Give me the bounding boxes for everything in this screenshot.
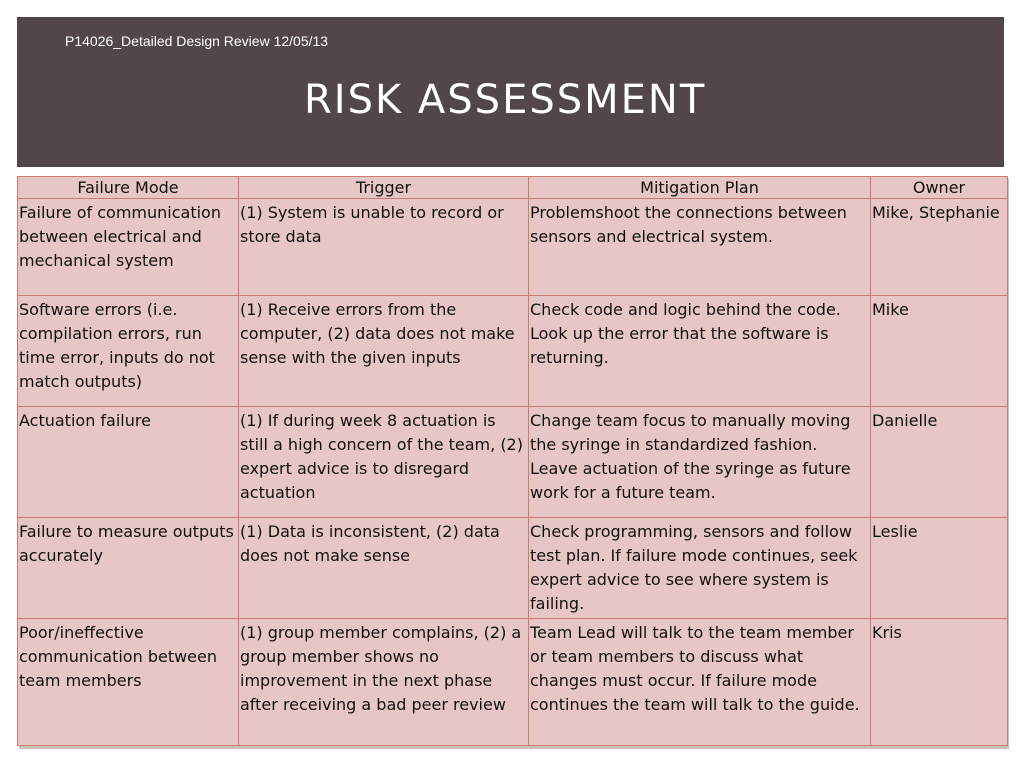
failure-mode-cell: Actuation failure (18, 407, 239, 518)
owner-cell: Leslie (871, 518, 1008, 619)
mitigation-cell: Problemshoot the connections between sensors and electrical system. (529, 199, 871, 296)
trigger-cell: (1) System is unable to record or store data (239, 199, 529, 296)
mitigation-cell: Team Lead will talk to the team member or team members to discuss what changes must occur. If failure mode continues the team will talk to the guide. (529, 619, 871, 746)
trigger-cell: (1) group member complains, (2) a group member shows no improvement in the next phase after receiving a bad peer review (239, 619, 529, 746)
owner-cell: Mike (871, 296, 1008, 407)
risk-table-container (17, 176, 1007, 746)
owner-cell: Mike, Stephanie (871, 199, 1008, 296)
trigger-cell: (1) Data is inconsistent, (2) data does not make sense (239, 518, 529, 619)
slide-subtitle: P14026_Detailed Design Review 12/05/13 (65, 33, 329, 49)
table-row (18, 518, 1008, 619)
column-header-failure-mode: Failure Mode (18, 177, 239, 199)
trigger-cell: (1) Receive errors from the computer, (2) data does not make sense with the given inputs (239, 296, 529, 407)
mitigation-cell: Check programming, sensors and follow test plan. If failure mode continues, seek expert advice to see where system is failing. (529, 518, 871, 619)
risk-table (17, 176, 1008, 746)
failure-mode-cell: Software errors (i.e. compilation errors, run time error, inputs do not match outputs) (18, 296, 239, 407)
column-header-mitigation-plan: Mitigation Plan (529, 177, 871, 199)
owner-cell: Kris (871, 619, 1008, 746)
table-row (18, 199, 1008, 296)
table-header-row (18, 177, 1008, 199)
slide-title: RISK ASSESSMENT (304, 77, 707, 123)
table-row (18, 296, 1008, 407)
owner-cell: Danielle (871, 407, 1008, 518)
column-header-owner: Owner (871, 177, 1008, 199)
failure-mode-cell: Failure of communication between electrical and mechanical system (18, 199, 239, 296)
mitigation-cell: Check code and logic behind the code. Look up the error that the software is returning. (529, 296, 871, 407)
failure-mode-cell: Failure to measure outputs accurately (18, 518, 239, 619)
header-band (17, 17, 1004, 167)
table-row (18, 407, 1008, 518)
table-row (18, 619, 1008, 746)
trigger-cell: (1) If during week 8 actuation is still a high concern of the team, (2) expert advice is to disregard actuation (239, 407, 529, 518)
mitigation-cell: Change team focus to manually moving the syringe in standardized fashion. Leave actuation of the syringe as future work for a future team. (529, 407, 871, 518)
column-header-trigger: Trigger (239, 177, 529, 199)
failure-mode-cell: Poor/ineffective communication between team members (18, 619, 239, 746)
